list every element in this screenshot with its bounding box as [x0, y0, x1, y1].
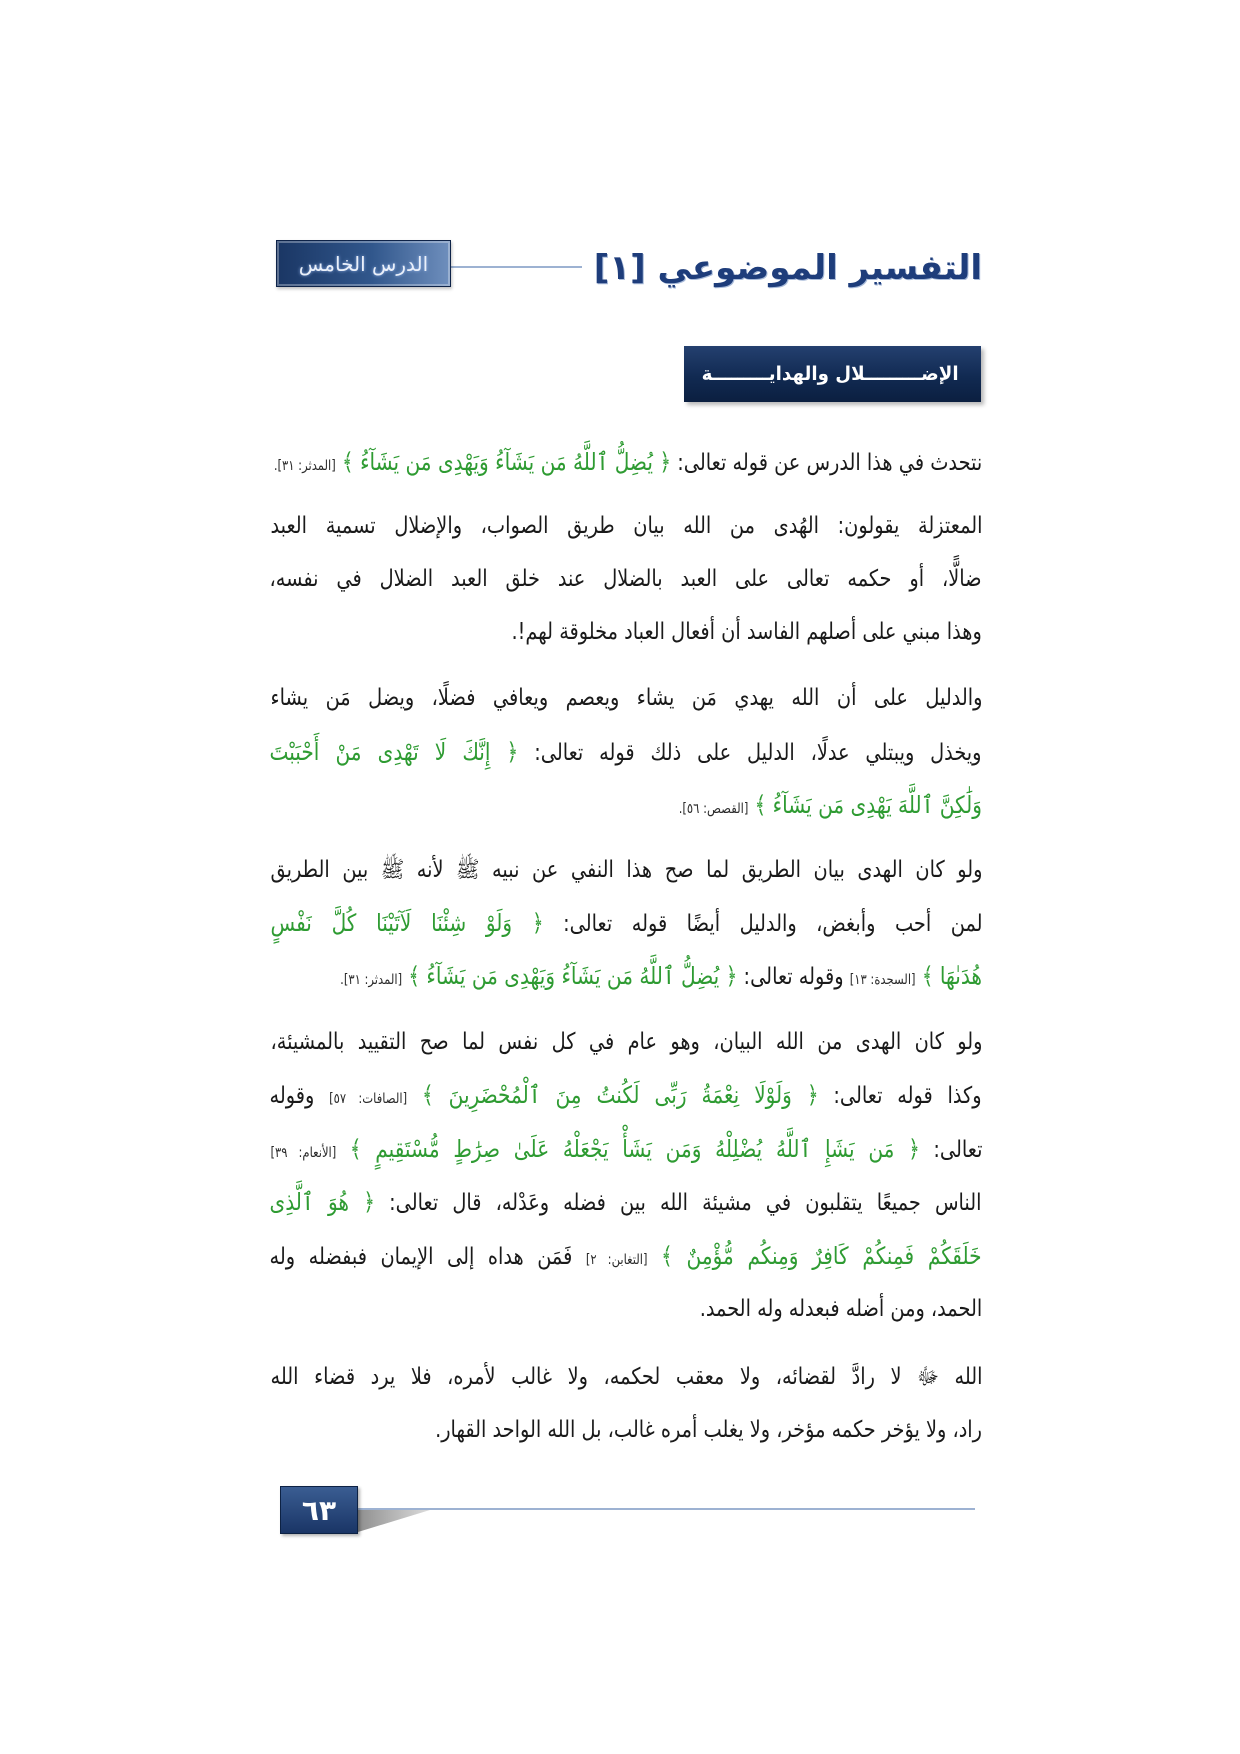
body-text-segment: ضالًّا، أو حكمه تعالى على العبد بالضلال عند خلق العبد الضلال في نفسه، [269, 565, 982, 592]
text-line [270, 500, 982, 553]
text-line-content [270, 1176, 982, 1230]
paragraph [270, 1016, 982, 1336]
quran-verse: ﴿ إِنَّكَ لَا تَهْدِى مَنْ أَحْبَبْتَ [269, 737, 519, 766]
text-line [270, 606, 982, 659]
page-number: ٦٣ [301, 1493, 337, 1527]
text-line-content [512, 606, 982, 659]
paragraph [270, 1351, 982, 1458]
text-line [270, 844, 982, 897]
text-line-content [435, 1404, 982, 1457]
lesson-label: الدرس الخامس [298, 251, 429, 276]
verse-citation: [التغابن: ٢] [586, 1251, 649, 1268]
text-line-content [270, 553, 982, 606]
footer-shadow [358, 1510, 430, 1532]
text-line [270, 553, 982, 606]
text-line-content [274, 436, 982, 493]
paragraph [270, 436, 982, 489]
body-text-segment: نتحدث في هذا الدرس عن قوله تعالى: [676, 449, 982, 476]
verse-citation: [الصافات: ٥٧] [329, 1091, 408, 1108]
body-text-segment: والدليل على أن الله يهدي مَن يشاء ويعصم ويعافي فضلًا، ويضل مَن يشاء [270, 685, 982, 712]
body-text-segment: فَمَن هداه إلى الإيمان فبفضله وله [269, 1243, 573, 1270]
quran-verse: خَلَقَكُمْ فَمِنكُمْ كَافِرٌ وَمِنكُم مُّؤْمِنٌ ﴾ [661, 1241, 982, 1270]
text-line [270, 1069, 982, 1122]
text-line [270, 950, 982, 1003]
text-line [270, 726, 982, 779]
body-text-segment: وكذا قوله تعالى: [833, 1083, 982, 1110]
text-line-content [270, 1016, 982, 1069]
body-text-segment: ولو كان الهدى بيان الطريق لما صح هذا النفي عن نبيه ﷺ لأنه ﷺ بين الطريق [270, 856, 982, 883]
quran-verse: ﴿ وَلَوْلَا نِعْمَةُ رَبِّى لَكُنتُ مِنَ ٱلْمُحْضَرِينَ ﴾ [422, 1081, 820, 1110]
quran-verse: ﴿ وَلَوْ شِئْنَا لَآتَيْنَا كُلَّ نَفْسٍ [270, 908, 544, 937]
quran-verse: ﴿ يُضِلُّ ٱللَّهُ مَن يَشَآءُ وَيَهْدِى مَن يَشَآءُ ﴾ [408, 962, 738, 991]
text-line [270, 1230, 982, 1283]
text-line [270, 672, 982, 725]
body-text-segment: راد، ولا يؤخر حكمه مؤخر، ولا يغلب أمره غالب، بل الله الواحد القهار. [435, 1417, 982, 1444]
text-line-content [270, 1069, 982, 1126]
text-line [270, 1351, 982, 1404]
paragraph [270, 844, 982, 1004]
text-line-content [270, 897, 982, 951]
body-text-segment: ولو كان الهدى من الله البيان، وهو عام في كل نفس لما صح التقييد بالمشيئة، [270, 1029, 982, 1055]
text-line [270, 1283, 982, 1336]
text-line-content [270, 726, 982, 780]
text-line-content [340, 950, 982, 1007]
body-text-segment: المعتزلة يقولون: الهُدى من الله بيان طريق الصواب، والإضلال تسمية العبد [270, 512, 982, 539]
text-line-content [270, 672, 982, 725]
body-text-segment: تعالى: [932, 1136, 982, 1163]
paragraph [270, 672, 982, 832]
verse-citation: [القصص: ٥٦]. [678, 800, 749, 817]
paragraph [270, 500, 982, 660]
quran-verse: ﴿ مَن يَشَإِ ٱللَّهُ يُضْلِلْهُ وَمَن يَشَأْ يَجْعَلْهُ عَلَىٰ صِرَٰطٍ مُّسْتَقِيمٍ ﴾ [349, 1134, 920, 1163]
lesson-badge [276, 240, 451, 287]
quran-verse: هُدَىٰهَا ﴾ [921, 962, 982, 991]
text-line [270, 436, 982, 489]
text-line [270, 1016, 982, 1069]
body-text-segment: وقوله [269, 1083, 315, 1110]
body-text-segment: الناس جميعًا يتقلبون في مشيئة الله بين فضله وعَدْله، قال تعالى: [389, 1190, 982, 1217]
book-title: التفسير الموضوعي [١] [582, 238, 982, 298]
text-line-content [270, 1351, 982, 1404]
text-line [270, 779, 982, 832]
text-line-content [679, 779, 982, 836]
section-title: الإضـــــــــلال والهدايـــــــــة [702, 363, 959, 385]
body-text-segment: لمن أحب وأبغض، والدليل أيضًا قوله تعالى: [562, 910, 982, 937]
verse-citation: [المدثر: ٣١]. [273, 457, 336, 474]
body-text-segment: الله ﷻ لا رادَّ لقضائه، ولا معقب لحكمه، ولا غالب لأمره، فلا يرد قضاء الله [270, 1363, 982, 1390]
body-text-segment: الحمد، ومن أضله فبعدله وله الحمد. [699, 1295, 982, 1322]
page-number-box [280, 1486, 358, 1534]
verse-citation: [السجدة: ١٣] [849, 972, 916, 989]
text-line [270, 1123, 982, 1176]
body-text-segment: وهذا مبني على أصلهم الفاسد أن أفعال العباد مخلوقة لهم!. [511, 619, 982, 646]
verse-citation: [الأنعام: ٣٩] [270, 1144, 336, 1161]
text-line-content [270, 844, 982, 897]
quran-verse: وَلَٰكِنَّ ٱللَّهَ يَهْدِى مَن يَشَآءُ ﴾ [754, 790, 982, 819]
body-text-segment: ويخذل ويبتلي عدلًا، الدليل على ذلك قوله تعالى: [534, 739, 982, 766]
section-heading-box [684, 346, 981, 402]
quran-verse: ﴿ هُوَ ٱلَّذِى [269, 1188, 376, 1217]
verse-citation: [المدثر: ٣١]. [340, 972, 403, 989]
text-line [270, 897, 982, 950]
footer-rule [358, 1508, 975, 1510]
text-line-content [270, 1123, 982, 1180]
text-line [270, 1176, 982, 1229]
text-line-content [270, 500, 982, 553]
quran-verse: ﴿ يُضِلُّ ٱللَّهُ مَن يَشَآءُ وَيَهْدِى مَن يَشَآءُ ﴾ [341, 447, 671, 476]
text-line-content [700, 1283, 982, 1336]
body-text-segment: وقوله تعالى: [743, 964, 844, 991]
text-line [270, 1404, 982, 1457]
text-line-content [270, 1230, 982, 1287]
